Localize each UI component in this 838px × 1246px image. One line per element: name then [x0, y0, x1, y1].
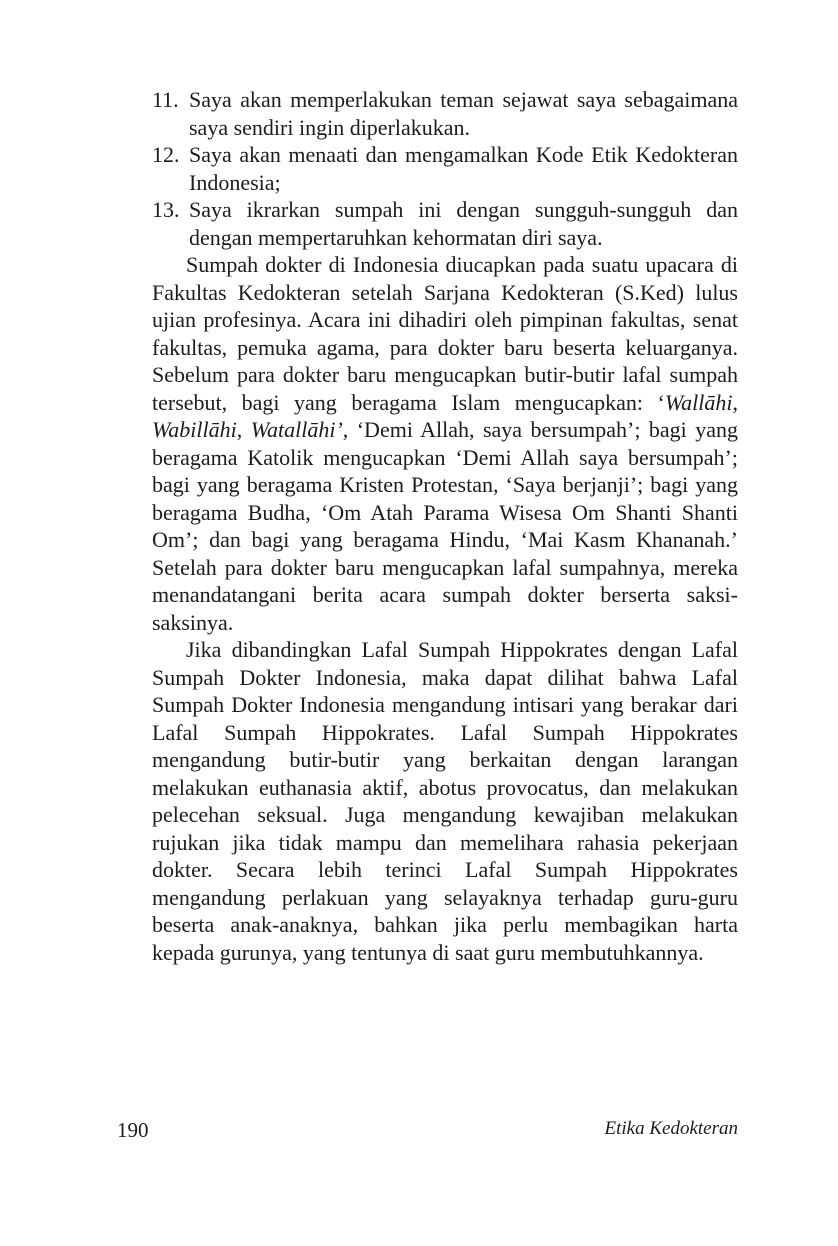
list-number: 13. — [152, 197, 180, 222]
page-footer — [117, 1118, 738, 1143]
italic-term: Wallāhi — [664, 389, 733, 415]
running-title: Etika Kedokteran — [604, 1118, 738, 1139]
page-number: 190 — [117, 1118, 149, 1142]
list-item-12 — [152, 141, 738, 196]
list-text: Saya ikrarkan sumpah ini dengan sungguh-sungguh dan dengan mempertaruhkan kehormatan diri saya. — [189, 197, 738, 250]
list-number: 11. — [152, 87, 179, 112]
paragraph-text: , ‘Demi Allah, saya bersumpah’; bagi yang beragama Katolik mengucapkan ‘Demi Allah saya bersumpah’; bagi yang beragama Kristen Protestan, ‘Saya berjanji’; bagi yang beragama Budha, ‘Om Atah Parama Wisesa Om Shanti Shanti Om’; dan bagi yang beragama Hindu, ‘Mai Kasm Khananah.’ Setelah para dokter baru mengucapkan lafal sumpahnya, mereka menandatangani berita acara sumpah dokter berserta saksi-saksinya. — [152, 417, 738, 635]
list-text: Saya akan menaati dan mengamalkan Kode Etik Kedokteran Indonesia; — [189, 142, 738, 195]
list-item-11 — [152, 86, 738, 141]
paragraph-text: Sumpah dokter di Indonesia diucapkan pada suatu upacara di Fakultas Kedokteran setelah Sarjana Kedokteran (S.Ked) lulus ujian profesinya. Acara ini dihadiri oleh pimpinan fakultas, senat fakultas, pemuka agama, para dokter baru beserta keluarganya. Sebelum para dokter baru mengucapkan butir-butir lafal sumpah tersebut, bagi yang beragama Islam mengucapkan: ‘ — [152, 252, 738, 415]
paragraph-sumpah-indonesia — [152, 251, 738, 636]
paragraph-perbandingan: Jika dibandingkan Lafal Sumpah Hippokrates dengan Lafal Sumpah Dokter Indonesia, maka dapat dilihat bahwa Lafal Sumpah Dokter Indonesia mengandung intisari yang berakar dari Lafal Sumpah Hippokrates. Lafal Sumpah Hippokrates mengandung butir-butir yang berkaitan dengan larangan melakukan euthanasia aktif, abotus provocatus, dan melakukan pelecehan seksual. Juga mengandung kewajiban melakukan rujukan jika tidak mampu dan memelihara rahasia pekerjaan dokter. Secara lebih terinci Lafal Sumpah Hippokrates mengandung perlakuan yang selayaknya terhadap guru-guru beserta anak-anaknya, bahkan jika perlu membagikan harta kepada gurunya, yang tentunya di saat guru membutuhkannya. — [152, 637, 738, 965]
separator: , — [732, 389, 738, 415]
italic-term: Watallāhi’ — [250, 417, 343, 442]
italic-term: Wabillāhi — [152, 417, 237, 442]
list-text: Saya akan memperlakukan teman sejawat saya sebagaimana saya sendiri ingin diperlakukan. — [189, 87, 738, 140]
separator: , — [236, 417, 251, 442]
list-number: 12. — [152, 142, 180, 167]
page-body — [152, 86, 738, 966]
list-item-13 — [152, 196, 738, 251]
